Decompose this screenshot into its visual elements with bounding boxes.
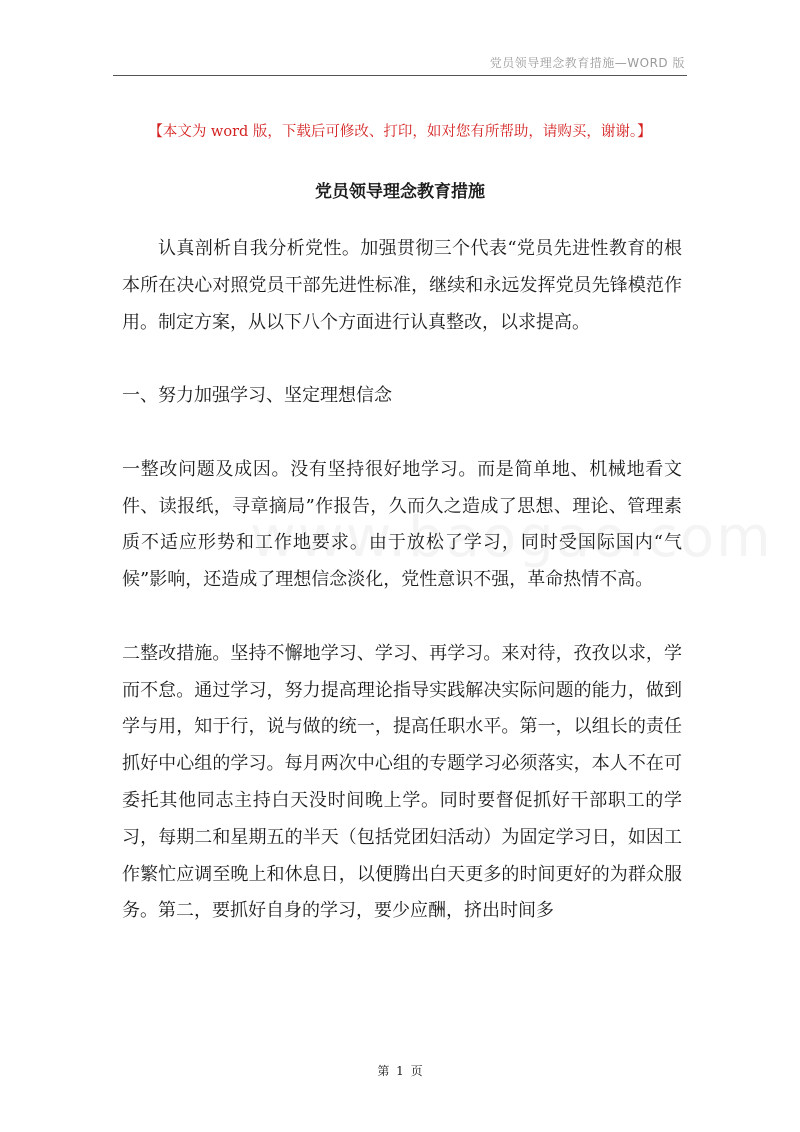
- section-heading: 一、努力加强学习、坚定理想信念: [122, 385, 392, 407]
- document-body: [122, 231, 682, 930]
- page-number: 第 1 页: [377, 1064, 423, 1078]
- document-title: 党员领导理念教育措施: [315, 182, 485, 202]
- intro-paragraph: 认真剖析自我分析党性。加强贯彻三个代表“党员先进性教育的根本所在决心对照党员干部先进性标准，继续和永远发挥党员先锋模范作用。制定方案，从以下八个方面进行认真整改，以求提高。: [122, 238, 682, 333]
- running-header: 党员领导理念教育措施—WORD 版: [489, 56, 685, 70]
- paragraph-gap: [122, 599, 682, 636]
- paragraph-gap: [122, 341, 682, 378]
- paragraph-gap: [122, 415, 682, 452]
- header-rule: [113, 75, 687, 76]
- purchase-notice: 【本文为 word 版，下载后可修改、打印，如对您有所帮助，请购买，谢谢。】: [148, 124, 652, 140]
- problems-paragraph: 一整改问题及成因。没有坚持很好地学习。而是简单地、机械地看文件、读报纸，寻章摘局”作报告，久而久之造成了思想、理论、管理素质不适应形势和工作地要求。由于放松了学习，同时受国际国内“气候”影响，还造成了理想信念淡化，党性意识不强，革命热情不高。: [122, 458, 682, 591]
- measures-paragraph: 二整改措施。坚持不懈地学习、学习、再学习。来对待，孜孜以求，学而不怠。通过学习，努力提高理论指导实践解决实际问题的能力，做到学与用，知于行，说与做的统一，提高任职水平。第一，以组长的责任抓好中心组的学习。每月两次中心组的专题学习必须落实，本人不在可委托其他同志主持白天没时间晚上学。同时要督促抓好干部职工的学习，每期二和星期五的半天（包括党团妇活动）为固定学习日，如因工作繁忙应调至晚上和休息日，以便腾出白天更多的时间更好的为群众服务。第二，要抓好自身的学习，要少应酬，挤出时间多: [122, 642, 682, 922]
